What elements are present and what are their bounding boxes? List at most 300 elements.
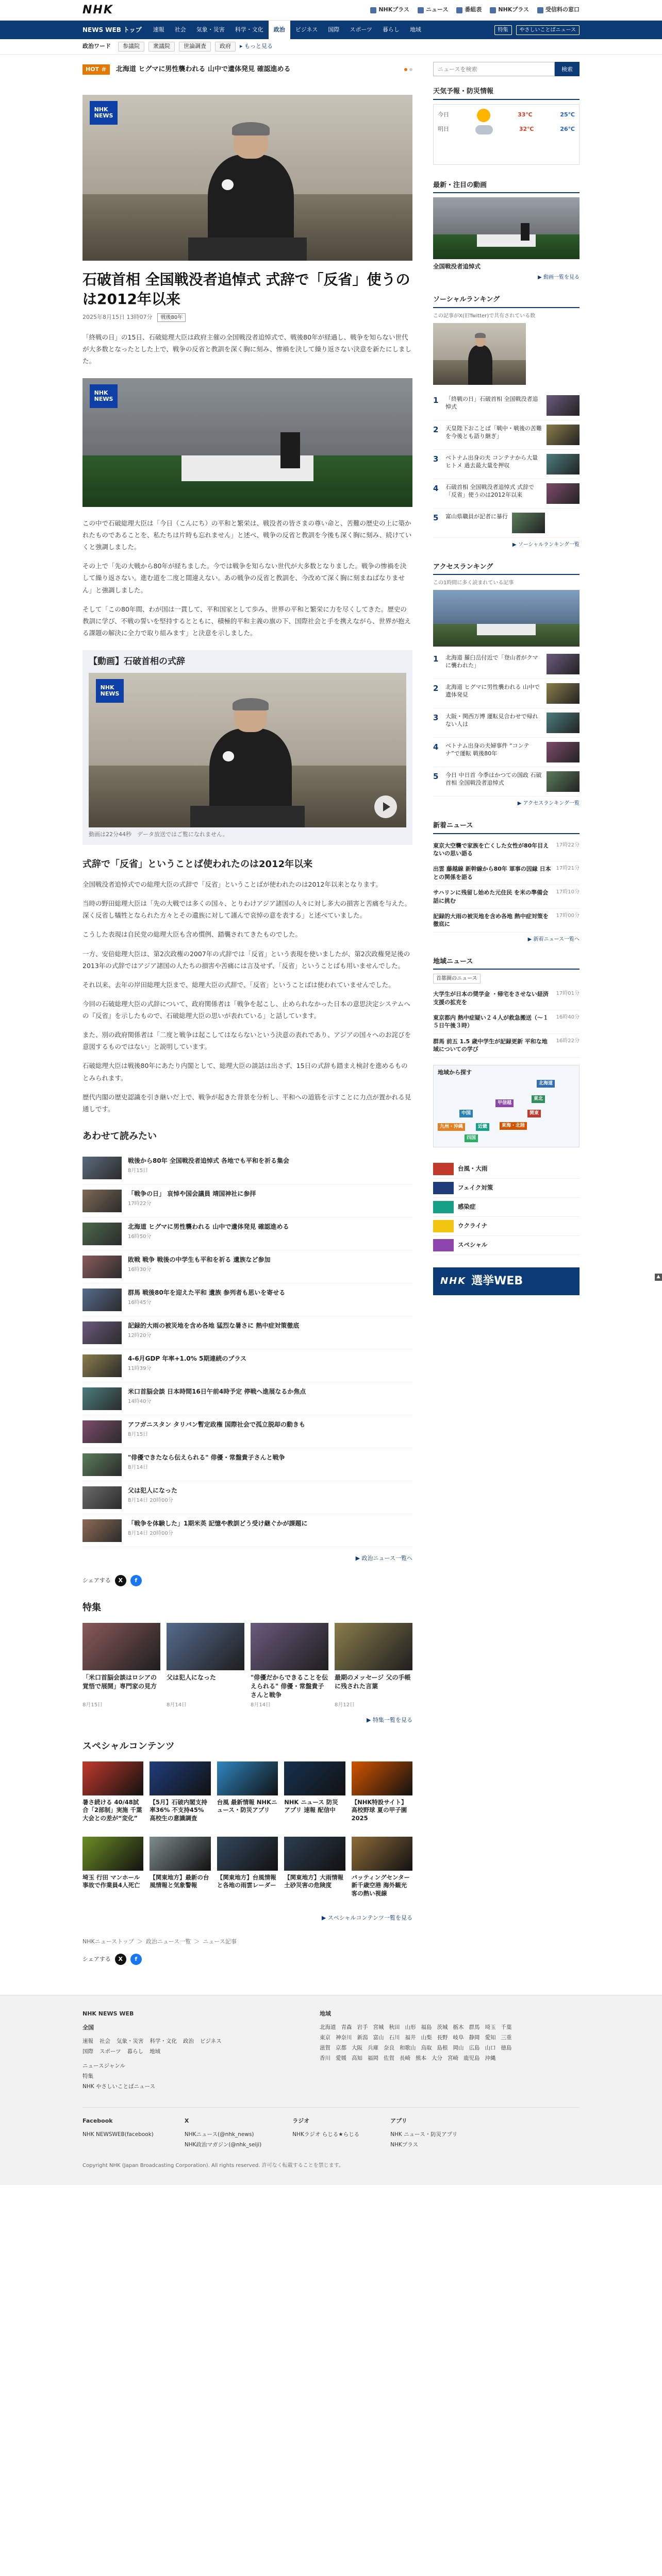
feature-link[interactable]: [433, 1217, 580, 1236]
special-thumb: [352, 1837, 412, 1871]
footer-col1-heading: 全国: [82, 2024, 94, 2031]
access-top-thumb[interactable]: [433, 590, 580, 647]
rank-number: 3: [433, 713, 439, 723]
rank-number: 2: [433, 684, 439, 693]
latest-video-caption[interactable]: 全国戦没者追悼式: [433, 263, 481, 270]
footer-pref-link[interactable]: 熊本: [416, 2055, 426, 2061]
news-link[interactable]: ニュース: [418, 6, 448, 14]
related-text: [128, 1354, 246, 1372]
related-text: [128, 1157, 289, 1175]
feature-link-thumb: [433, 1239, 454, 1251]
feature-link-label: スペシャル: [458, 1241, 488, 1248]
weather-widget[interactable]: [433, 104, 580, 165]
nav-easy-news[interactable]: やさしいことばニュース: [516, 25, 580, 35]
related-item[interactable]: [82, 1316, 412, 1349]
nav-feature[interactable]: 特集: [494, 25, 512, 35]
ranking-item[interactable]: [433, 650, 580, 679]
related-thumb: [82, 1519, 122, 1542]
feature-thumb: [82, 1623, 160, 1670]
ticker-pager[interactable]: [404, 68, 412, 71]
footer-pref-link[interactable]: 高知: [352, 2055, 362, 2061]
news-web-top-link[interactable]: NEWS WEB トップ: [82, 26, 142, 33]
footer-pref-link[interactable]: 三重: [501, 2034, 512, 2041]
footer-genre-link[interactable]: 気象・災害: [117, 2038, 144, 2044]
subnav-item[interactable]: 衆議院: [148, 42, 175, 52]
related-heading: あわせて読みたい: [82, 1130, 157, 1142]
ranking-thumb: [547, 742, 580, 762]
ranking-title: 富山県職員が記者に暴行: [445, 513, 508, 520]
special-title: 【5月】石破内閣支持率36% 不支持45% 高校生の意識調査: [150, 1798, 207, 1822]
region-chugoku[interactable]: 中国: [459, 1110, 473, 1118]
new-news-more[interactable]: ▶ 新着ニュース一覧へ: [527, 936, 580, 942]
news-nav: [0, 21, 662, 39]
video-heading: 【動画】石破首相の式辞: [89, 656, 185, 667]
special-title: 台風 最新情報 NHKニュース・防災アプリ: [217, 1798, 277, 1814]
footer-pref-link[interactable]: 鹿児島: [464, 2055, 480, 2061]
footer-extra-links: [82, 2061, 299, 2092]
ranking-item[interactable]: [433, 479, 580, 509]
ranking-thumb: [547, 683, 580, 704]
special-more-link[interactable]: ▶ スペシャルコンテンツ一覧を見る: [321, 1914, 412, 1921]
footer-pref-link[interactable]: 大阪: [352, 2044, 362, 2051]
feature-link[interactable]: [433, 1179, 580, 1198]
special-card[interactable]: [82, 1761, 143, 1832]
footer-pref-link[interactable]: 岡山: [453, 2044, 464, 2051]
footer-pref-link[interactable]: 宮城: [373, 2024, 384, 2030]
footer-bottom-col: [292, 2116, 359, 2150]
footer-pref-link[interactable]: 滋賀: [320, 2044, 330, 2051]
related-list: [82, 1151, 412, 1547]
breadcrumb-item[interactable]: 政治ニュース一覧: [145, 1938, 191, 1945]
main-column: [82, 62, 412, 1979]
subnav-title: 政治ワード: [82, 43, 111, 50]
ranking-item[interactable]: [433, 767, 580, 796]
footer-genre-link[interactable]: スポーツ: [100, 2048, 121, 2055]
related-item[interactable]: [82, 1283, 412, 1316]
ranking-thumb: [547, 654, 580, 674]
footer-pref-link[interactable]: 福岡: [368, 2055, 378, 2061]
related-thumb: [82, 1453, 122, 1476]
footer-pref-link[interactable]: 東京: [320, 2034, 330, 2041]
footer-pref-link[interactable]: 岐阜: [453, 2034, 464, 2041]
footer-genre-link[interactable]: 速報: [82, 2038, 93, 2044]
tv-icon: [490, 7, 496, 13]
hot-ticker: [82, 62, 412, 77]
subnav-item[interactable]: 世論調査: [179, 42, 211, 52]
news-item[interactable]: [433, 909, 580, 933]
program-table-link[interactable]: 番組表: [456, 6, 482, 14]
special-thumb: [150, 1837, 210, 1871]
news-item[interactable]: [433, 1034, 580, 1058]
special-thumb: [82, 1837, 143, 1871]
footer-pref-link[interactable]: 鳥取: [421, 2044, 432, 2051]
footer-genre-link[interactable]: 科学・文化: [150, 2038, 177, 2044]
ranking-thumb: [512, 513, 545, 533]
region-shikoku[interactable]: 四国: [465, 1134, 478, 1143]
facebook-share-icon[interactable]: f: [130, 1954, 142, 1965]
footer-pref-link[interactable]: 和歌山: [400, 2044, 416, 2051]
related-thumb: [82, 1289, 122, 1311]
footer: [0, 1995, 662, 2185]
footer-genre-links: [82, 2037, 237, 2057]
region-tokai-hokuriku[interactable]: 東海・北陸: [500, 1122, 527, 1130]
footer-bottom-link[interactable]: NHKラジオ らじる★らじる: [292, 2131, 360, 2138]
footer-genre-link[interactable]: 暮らし: [127, 2048, 144, 2055]
nav-sports[interactable]: スポーツ: [350, 26, 372, 33]
footer-bottom-link[interactable]: NHKプラス: [390, 2142, 418, 2148]
facebook-share-icon[interactable]: f: [130, 1575, 142, 1586]
feature-card[interactable]: [335, 1623, 412, 1709]
ticker-headline[interactable]: 北海道 ヒグマに男性襲われる 山中で遺体発見 確認進める: [115, 65, 291, 74]
ranking-thumb: [547, 395, 580, 416]
special-card[interactable]: [284, 1837, 345, 1907]
footer-pref-link[interactable]: 秋田: [389, 2024, 400, 2030]
special-thumb: [284, 1837, 345, 1871]
article-paragraph: 当時の野田総理大臣は「先の大戦では多くの国々、とりわけアジア諸国の人々に対し多大の損害と苦痛を与えた。深く反省し犠牲となられた方々とその遺族に対して謹んで哀悼の意を表する」と述べていました。: [82, 900, 411, 920]
article-paragraph: その上で「先の大戦から80年が経ちました。今では戦争を知らない世代が大多数となりました。戦争の惨禍を決して繰り返さない。進む道を二度と間違えない。あの戦争の反省と教訓を、今改めて深く胸に刻まねばなりません」と強調しました。: [82, 562, 407, 594]
related-thumb: [82, 1190, 122, 1212]
related-title: 北海道 ヒグマに男性襲われる 山中で遺体発見 確認進める: [128, 1223, 289, 1230]
special-card[interactable]: [217, 1837, 278, 1907]
nhk-news-logo: NHK NEWS: [90, 384, 118, 408]
special-card[interactable]: [150, 1837, 210, 1907]
footer-bottom-col: [185, 2116, 261, 2150]
related-item[interactable]: [82, 1481, 412, 1514]
special-card[interactable]: [150, 1761, 210, 1832]
footer-top: [82, 2009, 580, 2092]
sidebar: [433, 62, 580, 1979]
footer-pref-link[interactable]: 徳島: [501, 2044, 512, 2051]
footer-bottom-col: [82, 2116, 154, 2150]
social-top[interactable]: [433, 323, 580, 388]
related-date: 17時22分: [128, 1200, 152, 1207]
plus-icon: [370, 7, 376, 13]
region-hokkaido[interactable]: 北海道: [537, 1080, 555, 1088]
feature-link-thumb: [433, 1163, 454, 1175]
related-title: 群馬 戦後80年を迎えた平和 遺族 参列者も思いを寄せる: [128, 1289, 286, 1296]
footer-pref-link[interactable]: 広島: [469, 2044, 480, 2051]
region-kanto[interactable]: 関東: [527, 1110, 541, 1118]
global-header: [0, 0, 662, 21]
footer-genre-link[interactable]: 地域: [150, 2048, 161, 2055]
footer-pref-link[interactable]: 群馬: [469, 2024, 480, 2030]
feature-title: 父は犯人になった: [167, 1674, 217, 1682]
footer-pref-link[interactable]: 宮崎: [448, 2055, 458, 2061]
article-paragraph: 歴代内閣の歴史認識を引き継いだ上で、戦争が起きた背景を分析し、平和への道筋を示すことに力点が置かれる見通しです。: [82, 1093, 411, 1113]
related-item[interactable]: [82, 1184, 412, 1217]
ranking-item[interactable]: [433, 679, 580, 708]
footer-pref-link[interactable]: 茨城: [437, 2024, 448, 2030]
feature-link-label: 台風・大雨: [458, 1164, 488, 1172]
rank-number: 5: [433, 513, 439, 522]
footer-pref-link[interactable]: 新潟: [357, 2034, 368, 2041]
search-button[interactable]: 検索: [555, 62, 580, 76]
footer-bottom-heading: Facebook: [82, 2117, 113, 2125]
related-date: 16時45分: [128, 1299, 152, 1306]
nav-life[interactable]: 暮らし: [382, 26, 400, 33]
feature-link-thumb: [433, 1220, 454, 1232]
nav-society[interactable]: 社会: [174, 26, 186, 33]
nav-business[interactable]: ビジネス: [295, 26, 318, 33]
special-title: 【関東地方】台風情報と各地の雨雲レーダー: [217, 1873, 276, 1889]
ranking-item[interactable]: [433, 420, 580, 450]
x-share-icon[interactable]: X: [115, 1575, 126, 1586]
region-kinki[interactable]: 近畿: [476, 1123, 489, 1131]
footer-pref-link[interactable]: 山口: [485, 2044, 496, 2051]
footer-pref-link[interactable]: 奈良: [384, 2044, 394, 2051]
special-title: 【NHK特設サイト】高校野球 夏の甲子園 2025: [351, 1798, 407, 1822]
footer-pref-link[interactable]: 神奈川: [336, 2034, 352, 2041]
related-item[interactable]: [82, 1217, 412, 1250]
related-date: 8月14日 20時00分: [128, 1497, 173, 1503]
footer-bottom-link[interactable]: NHK ニュース・防災アプリ: [390, 2131, 458, 2138]
related-title: 記録的大雨の被災地を含め各地 猛烈な暑さに 熱中症対策徹底: [128, 1321, 300, 1329]
special-thumb: [284, 1761, 345, 1795]
news-item[interactable]: [433, 861, 580, 885]
footer-pref-link[interactable]: 京都: [336, 2044, 346, 2051]
feature-link[interactable]: [433, 1198, 580, 1217]
feature-card[interactable]: [167, 1623, 244, 1709]
feature-date: 8月14日: [251, 1702, 271, 1708]
weather-row: [438, 109, 575, 122]
footer-pref-link[interactable]: 福井: [405, 2034, 416, 2041]
news-item[interactable]: [433, 1010, 580, 1034]
senkyo-logo: NHK: [440, 1276, 467, 1287]
ranking-item[interactable]: [433, 708, 580, 738]
related-item[interactable]: [82, 1415, 412, 1448]
article-paragraph: それ以来、去年の岸田総理大臣まで、総理大臣の式辞で、「反省」ということばは使われていませんでした。: [82, 980, 395, 989]
feature-card[interactable]: [251, 1623, 328, 1709]
global-links: [370, 6, 580, 14]
related-item[interactable]: [82, 1448, 412, 1481]
related-item[interactable]: [82, 1151, 412, 1184]
x-share-icon[interactable]: X: [115, 1954, 126, 1965]
weather-heading: 天気予報・防災情報: [433, 87, 580, 100]
footer-pref-link[interactable]: 佐賀: [384, 2055, 394, 2061]
related-item[interactable]: [82, 1349, 412, 1382]
subnav-more-link[interactable]: ▸ もっと見る: [240, 43, 273, 50]
footer-pref-link[interactable]: 山梨: [421, 2034, 432, 2041]
rank-number: 5: [433, 772, 439, 782]
temp-high: 32℃: [519, 126, 534, 133]
special-title: NHK ニュース 防災 アプリ 速報 配信中: [284, 1798, 338, 1814]
nav-science[interactable]: 科学・文化: [235, 26, 263, 33]
play-icon[interactable]: [374, 795, 397, 818]
related-text: [128, 1321, 299, 1340]
footer-pref-link[interactable]: 静岡: [469, 2034, 480, 2041]
video-player[interactable]: [89, 673, 406, 827]
footer-pref-links: [320, 2023, 516, 2064]
ranking-title: 「終戦の日」石破首相 全国戦没者追悼式: [445, 395, 538, 410]
ranking-item[interactable]: [433, 450, 580, 479]
special-card[interactable]: [352, 1761, 412, 1832]
social-more[interactable]: ▶ ソーシャルランキング一覧: [512, 541, 580, 548]
ranking-title: 大阪・関西万博 運転見合わせで帰れない人は: [445, 713, 538, 728]
footer-pref-link[interactable]: 愛知: [485, 2034, 496, 2041]
region-tab[interactable]: 首都圏のニュース: [433, 974, 481, 984]
article-category-tag[interactable]: 戦後80年: [157, 313, 186, 322]
search-form: [433, 62, 580, 76]
feature-thumb: [251, 1623, 328, 1670]
new-news-heading: 新着ニュース: [433, 821, 580, 834]
nhk-news-logo: NHK NEWS: [96, 679, 124, 703]
access-more[interactable]: ▶ アクセスランキング一覧: [517, 801, 580, 807]
related-date: 11時39分: [128, 1365, 152, 1371]
footer-genre-link[interactable]: ビジネス: [200, 2038, 222, 2044]
special-title: 埼玉 行田 マンホール事故で作業員4人死亡: [82, 1873, 140, 1889]
news-time: 17時10分: [556, 889, 580, 895]
page-top-button[interactable]: ▲: [655, 1274, 662, 1281]
news-title: 群馬 前五 1.5 歳中学生が記録更新 平和な地域についての学び: [433, 1038, 548, 1053]
special-card[interactable]: [284, 1761, 345, 1832]
region-koshinetsu[interactable]: 甲信越: [495, 1099, 514, 1108]
footer-pref-link[interactable]: 栃木: [453, 2024, 464, 2030]
footer-pref-link[interactable]: 福島: [421, 2024, 432, 2030]
share-bar: [82, 1575, 412, 1586]
news-time: 17時22分: [556, 842, 580, 848]
map-title: 地域から探す: [438, 1069, 472, 1076]
footer-pref-link[interactable]: 埼玉: [485, 2024, 496, 2030]
feature-link-thumb: [433, 1182, 454, 1194]
latest-video-thumb[interactable]: [433, 197, 580, 259]
special-card[interactable]: [82, 1837, 143, 1907]
footer-bottom-link[interactable]: NHKニュース(@nhk_news): [184, 2131, 254, 2138]
feature-link-label: フェイク対策: [458, 1183, 493, 1191]
related-text: [128, 1190, 256, 1208]
footer-extra-link[interactable]: ニュースジャンル: [82, 2062, 126, 2069]
footer-extra-link[interactable]: NHK やさしいことばニュース: [82, 2083, 155, 2090]
ranking-item[interactable]: [433, 391, 580, 420]
search-input[interactable]: [433, 62, 555, 76]
nav-international[interactable]: 国際: [328, 26, 340, 33]
related-item[interactable]: [82, 1514, 412, 1547]
nav-weather[interactable]: 気象・災害: [196, 26, 225, 33]
related-date: 8月14日: [128, 1464, 148, 1470]
ranking-item[interactable]: [433, 509, 580, 538]
footer-genre-link[interactable]: 社会: [100, 2038, 110, 2044]
footer-bottom: [82, 2107, 580, 2150]
special-card[interactable]: [217, 1761, 278, 1832]
related-text: [128, 1453, 285, 1471]
cloudy-icon: [475, 125, 493, 134]
copyright: Copyright NHK (Japan Broadcasting Corporation). All rights reserved. 許可なく転載することを禁じます。: [82, 2163, 344, 2169]
access-ranking-heading: アクセスランキング: [433, 562, 580, 575]
new-news-list: [433, 838, 580, 933]
nav-region[interactable]: 地域: [409, 26, 421, 33]
plus-link-2[interactable]: NHKプラス: [490, 6, 529, 14]
sunny-icon: [477, 109, 490, 122]
region-tohoku[interactable]: 東北: [532, 1095, 545, 1104]
article-date: 2025年8月15日 13時07分: [82, 313, 153, 320]
related-title: 「戦争の日」 哀悼や国会議員 靖国神社に参拝: [128, 1190, 256, 1197]
fee-link[interactable]: 受信料の窓口: [537, 6, 580, 14]
senkyo-web-banner[interactable]: [433, 1267, 580, 1295]
footer-extra-link[interactable]: 特集: [82, 2073, 93, 2079]
region-tabs: [433, 974, 580, 984]
related-thumb: [82, 1387, 122, 1410]
footer-pref-link[interactable]: 青森: [341, 2024, 352, 2030]
footer-pref-link[interactable]: 大分: [432, 2055, 442, 2061]
related-text: [128, 1420, 305, 1438]
feature-link[interactable]: [433, 1160, 580, 1179]
footer-pref-link[interactable]: 富山: [373, 2034, 384, 2041]
news-item[interactable]: [433, 987, 580, 1010]
subnav-item[interactable]: 政府: [215, 42, 236, 52]
ranking-thumb: [547, 483, 580, 504]
article-meta: [82, 313, 412, 322]
ranking-thumb: [547, 713, 580, 733]
nhk-logo[interactable]: NHK: [82, 4, 113, 16]
feature-card[interactable]: [82, 1623, 160, 1709]
breadcrumb-item[interactable]: NHKニューストップ: [82, 1938, 134, 1945]
latest-video-more[interactable]: ▶ 動画一覧を見る: [538, 275, 580, 281]
nhk-plus-link[interactable]: NHKプラス: [370, 6, 409, 14]
footer-bottom-link[interactable]: NHK政治マガジン(@nhk_seiji): [184, 2142, 262, 2148]
footer-pref-link[interactable]: 愛媛: [336, 2055, 346, 2061]
footer-bottom-heading: ラジオ: [292, 2117, 310, 2125]
special-card[interactable]: [352, 1837, 412, 1907]
related-title: "俳優できたなら伝えられる" 俳優・常盤貴子さんと戦争: [128, 1453, 285, 1461]
temp-high: 33℃: [518, 111, 533, 118]
nav-politics[interactable]: 政治: [269, 21, 290, 39]
ranking-title: 北海道 羅臼岳付近で「登山者がクマに襲われた」: [445, 654, 538, 669]
footer-pref-link[interactable]: 北海道: [320, 2024, 336, 2030]
footer-bottom-link[interactable]: NHK NEWSWEB(facebook): [82, 2131, 154, 2138]
footer-pref-link[interactable]: 長崎: [400, 2055, 410, 2061]
special-title: 暑さ続ける 40/48試合「2部制」実施 千葉大会との差が“変化”: [82, 1798, 142, 1822]
footer-pref-link[interactable]: 千葉: [501, 2024, 512, 2030]
footer-pref-link[interactable]: 沖縄: [485, 2055, 496, 2061]
footer-pref-link[interactable]: 島根: [437, 2044, 448, 2051]
related-date: 16時30分: [128, 1266, 152, 1273]
news-item[interactable]: [433, 885, 580, 909]
footer-pref-link[interactable]: 岩手: [357, 2024, 368, 2030]
footer-pref-link[interactable]: 香川: [320, 2055, 330, 2061]
footer-pref-link[interactable]: 山形: [405, 2024, 416, 2030]
share-label: シェアする: [82, 1955, 111, 1962]
related-item[interactable]: [82, 1250, 412, 1283]
social-top-thumb: [433, 323, 526, 385]
article-photo-hall: [82, 378, 412, 507]
politics-list-link[interactable]: ▶ 政治ニュース一覧へ: [355, 1554, 412, 1562]
related-title: アフガニスタン タリバン暫定政権 国際社会で孤立脱却の動きも: [128, 1420, 305, 1428]
news-item[interactable]: [433, 838, 580, 862]
footer-pref-link[interactable]: 長野: [437, 2034, 448, 2041]
special-thumb: [150, 1761, 210, 1795]
share-label: シェアする: [82, 1577, 111, 1584]
footer-genre-link[interactable]: 政治: [183, 2038, 194, 2044]
footer-pref-link[interactable]: 石川: [389, 2034, 400, 2041]
related-date: 12時20分: [128, 1332, 152, 1338]
footer-bottom-col: [390, 2116, 457, 2150]
content-wrap: [0, 55, 662, 1979]
feature-link[interactable]: [433, 1236, 580, 1255]
news-time: 17時21分: [556, 866, 580, 872]
subnav-item[interactable]: 参議院: [118, 42, 144, 52]
feature-title: 最期のメッセージ 父の手帳に残された言葉: [335, 1674, 411, 1690]
related-item[interactable]: [82, 1382, 412, 1415]
feature-thumb: [335, 1623, 412, 1670]
footer-bottom-heading: アプリ: [390, 2117, 407, 2125]
related-date: 8月15日: [128, 1167, 148, 1174]
features-more-link[interactable]: ▶ 特集一覧を見る: [367, 1717, 412, 1724]
nav-breaking[interactable]: 速報: [153, 26, 164, 33]
region-kyushu[interactable]: 九州・沖縄: [438, 1123, 465, 1131]
footer-genre-link[interactable]: 国際: [82, 2048, 93, 2055]
footer-pref-link[interactable]: 兵庫: [368, 2044, 378, 2051]
temp-low: 26℃: [560, 126, 575, 133]
ranking-item[interactable]: [433, 738, 580, 767]
